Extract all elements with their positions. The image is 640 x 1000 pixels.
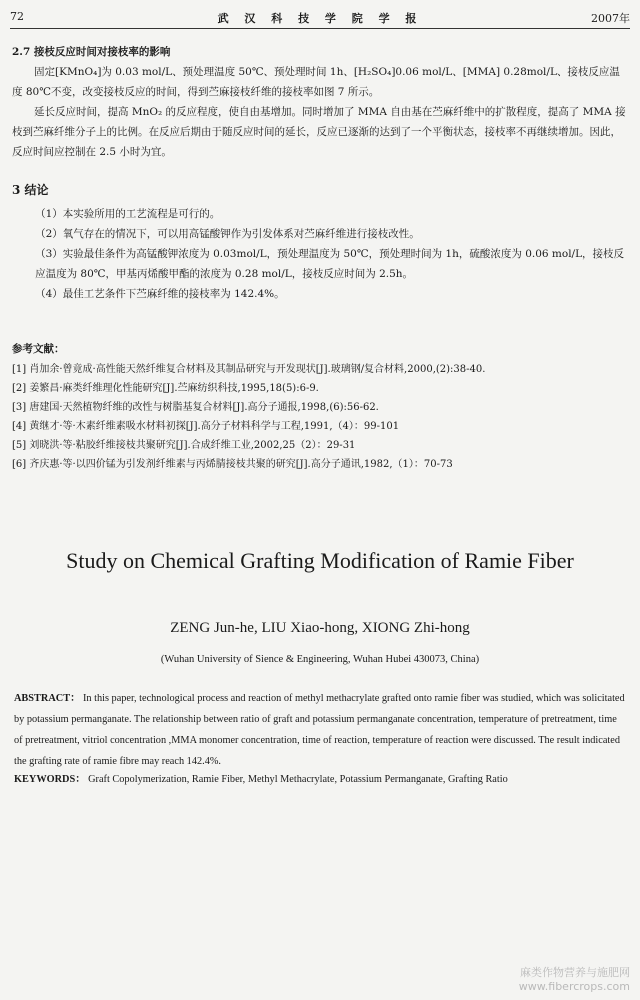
journal-title: 武 汉 科 技 学 院 学 报	[217, 12, 423, 25]
conclusion-item-2: （2）氧气存在的情况下，可以用高锰酸钾作为引发体系对苎麻纤维进行接枝改性。	[35, 228, 420, 240]
section-2-7-heading: 2.7 接枝反应时间对接枝率的影响	[12, 46, 171, 58]
section-2-7-para-2: 延长反应时间，提高 MnO₂ 的反应程度，使自由基增加。同时增加了 MMA 自由基在苎麻纤维中的扩散程度，提高了 MMA 接枝到苎麻纤维分子上的比例。在反应后期由于随反应时间的延长，反应已逐渐的达到了一个平衡状态，接枝率不再继续增加。因此，反应时间应控制在 2.5 小时为宜。	[12, 106, 626, 158]
reference-item-6: [6] 齐庆惠·等·以四价锰为引发剂纤维素与丙烯腈接枝共聚的研究[J].高分子通讯,1982,（1）：70-73	[12, 459, 453, 470]
english-keywords	[14, 770, 626, 790]
publication-year: 2007年	[591, 12, 630, 25]
reference-item-3: [3] 唐建国·天然植物纤维的改性与树脂基复合材料[J].高分子通报,1998,(6):56-62.	[12, 402, 379, 413]
reference-item-5: [5] 刘晓洪·等·粘胶纤维接枝共聚研究[J].合成纤维工业,2002,25（2）：29-31	[12, 440, 356, 451]
conclusion-item-3: （3）实验最佳条件为高锰酸钾浓度为 0.03mol/L，预处理温度为 50℃，预处理时间为 1h，硫酸浓度为 0.06 mol/L，接枝反应温度为 80℃，甲基丙烯酸甲酯的浓度为 0.28 mol/L，接枝反应时间为 2.5h。	[35, 248, 625, 280]
references-section	[12, 340, 628, 474]
keywords-label: KEYWORDS：	[14, 774, 86, 785]
keywords-text: Graft Copolymerization, Ramie Fiber, Methyl Methacrylate, Potassium Permanganate, Grafting Ratio	[88, 774, 508, 785]
conclusion-item-1: （1）本实验所用的工艺流程是可行的。	[35, 208, 221, 220]
english-title: Study on Chemical Grafting Modification of Ramie Fiber	[66, 548, 574, 573]
site-watermark	[519, 966, 630, 994]
abstract-label: ABSTRACT：	[14, 693, 81, 704]
english-affiliation: (Wuhan University of Sience & Engineering, Wuhan Hubei 430073, China)	[160, 654, 480, 665]
english-authors: ZENG Jun-he, LIU Xiao-hong, XIONG Zhi-hong	[170, 620, 470, 636]
section-2-7	[12, 42, 628, 162]
conclusion-item-4: （4）最佳工艺条件下苎麻纤维的接枝率为 142.4%。	[35, 288, 285, 300]
conclusion-heading: 3 结论	[12, 183, 49, 197]
watermark-line-2: www.fibercrops.com	[518, 980, 630, 993]
reference-item-2: [2] 姜繁昌·麻类纤维理化性能研究[J].苎麻纺织科技,1995,18(5):6-9.	[12, 383, 319, 394]
section-2-7-para-1: 固定[KMnO₄]为 0.03 mol/L、预处理温度 50℃、预处理时间 1h、[H₂SO₄]0.06 mol/L、[MMA] 0.28mol/L、接枝反应温度 80℃不变，改变接枝反应的时间，得到苎麻接枝纤维的接枝率如图 7 所示。	[12, 66, 620, 98]
running-header	[10, 8, 630, 29]
reference-item-4: [4] 黄继才·等·木素纤维素吸水材料初探[J].高分子材料科学与工程,1991,（4）：99-101	[12, 421, 400, 432]
abstract-text: In this paper, technological process and reaction of methyl methacrylate grafted onto ramie fiber was studied, which was solicitated by potassium permanganate. The relationship between ratio of graft and potassium permanganate concentration, temperature of pretreatment, time of pretreatment, vitriol concentration ,MMA monomer concentration, time of reaction, temperature of reaction were discussed. The result indicated the grafting rate of ramie fibre may reach 142.4%.	[14, 693, 625, 767]
conclusion-section	[12, 180, 628, 304]
references-heading: 参考文献：	[12, 343, 65, 355]
english-abstract	[14, 688, 626, 772]
reference-item-1: [1] 肖加余·曾竟成·高性能天然纤维复合材料及其制品研究与开发现状[J].玻璃钢/复合材料,2000,(2):38-40.	[12, 364, 486, 375]
page-number: 72	[10, 10, 24, 23]
watermark-line-1: 麻类作物营养与施肥网	[520, 966, 630, 979]
